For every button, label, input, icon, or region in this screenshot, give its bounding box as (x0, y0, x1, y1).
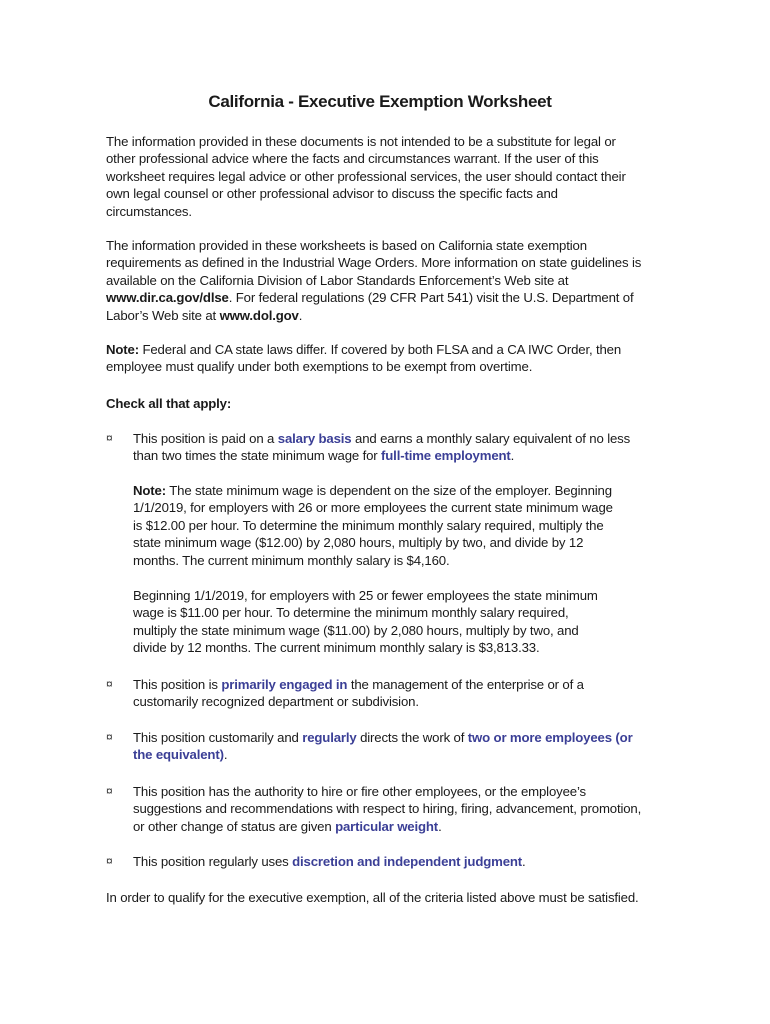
page-title: California - Executive Exemption Worksheet (208, 92, 552, 111)
checkbox-symbol[interactable]: ¤ (106, 854, 113, 868)
item1-text-a: This position is paid on a (133, 431, 278, 446)
dlse-link: www.dir.ca.gov/dlse (106, 290, 229, 306)
primarily-engaged-term: primarily engaged in (221, 677, 348, 692)
item3-text-a: This position customarily and (133, 730, 303, 745)
item4-text-a: This position has the authority to hire or fire other employees, or the employee’s suggestions and recommendations with respect to hiring, firing, advancement, promotion, or other change of status are given (133, 784, 642, 834)
checkbox-symbol[interactable]: ¤ (106, 431, 113, 445)
item2-text-a: This position is (133, 677, 222, 692)
item1-text-c: . (510, 448, 515, 464)
item-text (133, 729, 648, 764)
small-employer-note: Beginning 1/1/2019, for employers with 25 or fewer employees the state minimum wage is $11.00 per hour. To determine the minimum monthly salary required, multiply the state minimum wage ($11.00) by 2,080 hours, multiply by two, and divide by 12 months. The current minimum monthly salary is $3,813.33. (133, 588, 598, 656)
checkbox-symbol[interactable]: ¤ (106, 677, 113, 691)
item-text (133, 783, 648, 835)
subnote-text: The state minimum wage is dependent on the size of the employer. Beginning 1/1/2019, for employers with 26 or more employees the current state minimum wage is $12.00 per hour. To determine the minimum monthly salary required, multiply the state minimum wage ($12.00) by 2,080 hours, multiply by two, and divide by 12 months. The current minimum monthly salary is $4,160. (133, 483, 613, 568)
full-time-employment-term: full-time employment (381, 448, 511, 464)
item-text (133, 430, 648, 465)
checkbox-symbol[interactable]: ¤ (106, 784, 113, 798)
item4-text-b: . (438, 818, 442, 834)
discretion-term: discretion and independent judgment (292, 854, 523, 869)
dol-link: www.dol.gov (219, 307, 299, 323)
item-text (133, 853, 648, 870)
item5-text-b: . (522, 854, 526, 869)
subnote-label: Note: (133, 483, 166, 498)
item1-text-b: and earns a monthly salary equivalent of no less than two times the state minimum wage for (133, 431, 631, 464)
note-label: Note: (106, 342, 139, 357)
salary-basis-term: salary basis (277, 431, 352, 446)
item3-text-b: directs the work of (356, 730, 468, 745)
info-text-c: . (298, 307, 303, 323)
note-text: Federal and CA state laws differ. If covered by both FLSA and a CA IWC Order, then employee must qualify under both exemptions to be exempt from overtime. (106, 342, 622, 375)
check-heading: Check all that apply: (106, 396, 232, 411)
item2-text-b: the management of the enterprise or of a customarily recognized department or subdivision. (133, 677, 584, 710)
info-text-b: . For federal regulations (29 CFR Part 541) visit the U.S. Department of Labor’s Web site at (106, 290, 634, 323)
item3-text-c: . (223, 747, 228, 763)
item5-text-a: This position regularly uses (133, 854, 293, 869)
info-paragraph (106, 237, 646, 324)
regularly-term: regularly (302, 730, 357, 745)
checkbox-symbol[interactable]: ¤ (106, 730, 113, 744)
note-paragraph (106, 341, 646, 376)
min-wage-note (133, 482, 613, 569)
closing-paragraph: In order to qualify for the executive exemption, all of the criteria listed above must be satisfied. (106, 890, 639, 905)
info-text-a: The information provided in these worksheets is based on California state exemption requirements as defined in the Industrial Wage Orders. More information on state guidelines is available on the California Division of Labor Standards Enforcement’s Web site at (106, 238, 642, 288)
disclaimer-paragraph: The information provided in these documents is not intended to be a substitute for legal or other professional advice where the facts and circumstances warrant. If the user of this worksheet requires legal advice or other professional services, the user should contact their own legal counsel or other professional advisor to discuss the specific facts and circumstances. (106, 134, 626, 219)
two-or-more-employees-term: two or more employees (or the equivalent) (133, 730, 633, 763)
item-text (133, 676, 648, 711)
particular-weight-term: particular weight (335, 818, 439, 834)
